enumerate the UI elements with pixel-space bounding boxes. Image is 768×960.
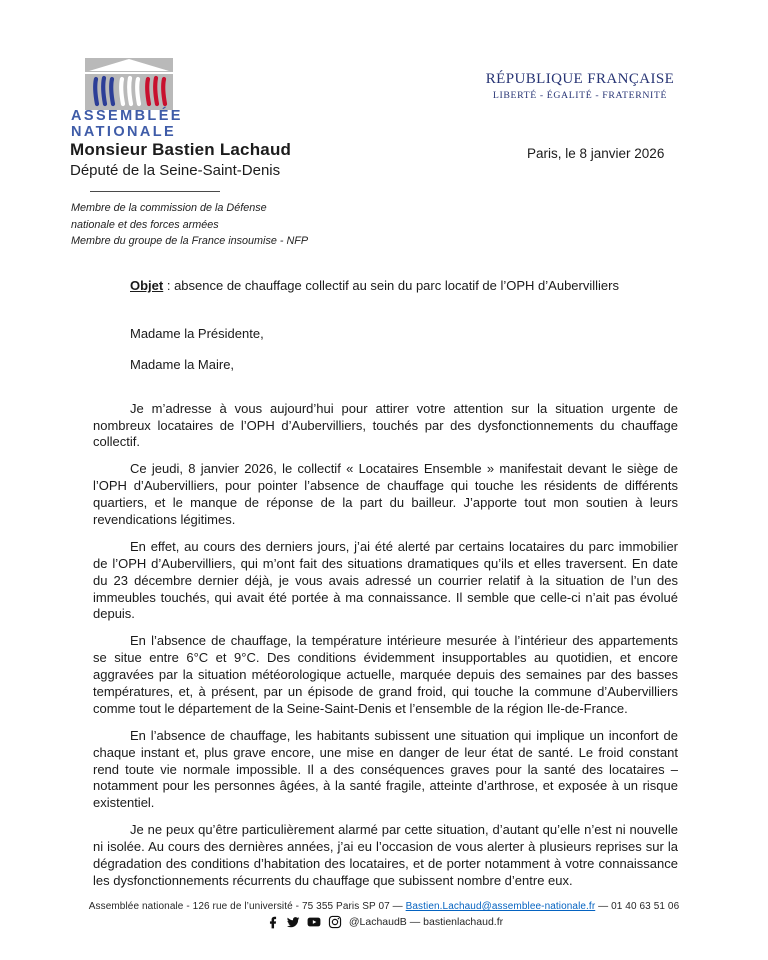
social-handle: @LachaudB — bastienlachaud.fr <box>348 916 504 928</box>
salutation: Madame la Maire, <box>130 356 235 372</box>
footer-social-line <box>0 915 768 929</box>
paragraph: En l’absence de chauffage, la température intérieure mesurée à l’intérieur des appartements se situe entre 6°C et 9°C. Des conditions évidemment insupportables au quotidien, et encore aggravées par la situation météorologique actuelle, marquée depuis des semaines par des basses températures, et, à présent, par un épisode de grand froid, qui touche la commune d’Aubervilliers comme tout le département de la Seine-Saint-Denis et l’ensemble de la région Ile-de-France. <box>93 633 678 716</box>
footer-address-prefix: Assemblée nationale - 126 rue de l’université - 75 355 Paris SP 07 — <box>88 901 406 912</box>
republic-title: RÉPUBLIQUE FRANÇAISE <box>485 71 675 87</box>
instagram-icon[interactable] <box>328 915 342 929</box>
sender-title: Député de la Seine-Saint-Denis <box>70 162 281 179</box>
paragraph: En effet, au cours des derniers jours, j’ai été alerté par certains locataires du parc immobilier de l’OPH d’Aubervilliers, qui m’ont fait des situations dramatiques qu’ils et elles traversent. En date du 23 décembre dernier déjà, je vous avais adressé un courrier relatif à la situation de l’un des immeubles touchés, qui avait été portée à ma connaissance. Il semble que celle-ci n’ait pas évolué depuis. <box>93 538 678 622</box>
dateline: Paris, le 8 janvier 2026 <box>527 146 665 161</box>
email-link[interactable]: Bastien.Lachaud@assemblee-nationale.fr <box>405 901 596 912</box>
subject-text: : absence de chauffage collectif au sein du parc locatif de l’OPH d’Aubervilliers <box>163 278 619 293</box>
sender-name: Monsieur Bastien Lachaud <box>70 140 292 159</box>
subject-line <box>93 278 678 295</box>
paragraph: Je ne peux qu’être particulièrement alarmé par cette situation, d’autant qu’elle n’est ni nouvelle ni isolée. Au cours des dernières années, j’ai eu l’occasion de vous alerter à plusieurs reprises sur la dégradation des conditions d’habitation des locataires, et de porter notamment à votre connaissance les dysfonctionnements récurrents du chauffage que subissent nombre d’entre eux. <box>93 822 678 888</box>
subject-label: Objet <box>130 278 164 293</box>
membership-line: nationale et des forces armées <box>71 218 219 231</box>
org-name <box>71 109 183 140</box>
org-name-line2: NATIONALE <box>71 123 177 140</box>
paragraph: Je m’adresse à vous aujourd’hui pour attirer votre attention sur la situation urgente de nombreux locataires de l’OPH d’Aubervilliers, touchés par des dysfonctionnements du chauffage collectif. <box>93 400 678 450</box>
footer-address-suffix: — 01 40 63 51 06 <box>595 901 680 912</box>
republic-block <box>468 71 692 101</box>
assemblee-nationale-logo-icon <box>85 58 173 110</box>
facebook-icon[interactable] <box>265 915 279 929</box>
memberships <box>71 200 308 250</box>
salutation: Madame la Présidente, <box>130 325 264 341</box>
header-divider <box>90 191 220 192</box>
membership-line: Membre du groupe de la France insoumise - NFP <box>71 235 309 248</box>
paragraph: En l’absence de chauffage, les habitants subissent une situation qui implique un inconfort de chaque instant et, plus grave encore, une mise en danger de leur état de santé. Le froid constant rend toute vie normale impossible. Il a des conséquences graves pour la santé des locataires – notamment pour les personnes âgées, à la santé fragile, atteinte d’arthrose, et exposée à un risque existentiel. <box>93 727 678 811</box>
letter-body <box>93 278 678 900</box>
paragraph: Ce jeudi, 8 janvier 2026, le collectif « Locataires Ensemble » manifestait devant le siège de l’OPH d’Aubervilliers, pour pointer l’absence de chauffage qui touche les résidents de différents quartiers, et le manque de réponse de la part du bailleur. J’apporte tout mon soutien à leurs revendications légitimes. <box>93 461 678 528</box>
membership-line: Membre de la commission de la Défense <box>71 202 267 214</box>
footer <box>0 901 768 929</box>
twitter-icon[interactable] <box>286 915 300 929</box>
org-name-line1: ASSEMBLÉE <box>71 108 183 124</box>
paragraphs <box>93 401 678 890</box>
republic-motto: LIBERTÉ - ÉGALITÉ - FRATERNITÉ <box>492 90 668 101</box>
youtube-icon[interactable] <box>307 915 321 929</box>
footer-address-line <box>0 901 768 912</box>
